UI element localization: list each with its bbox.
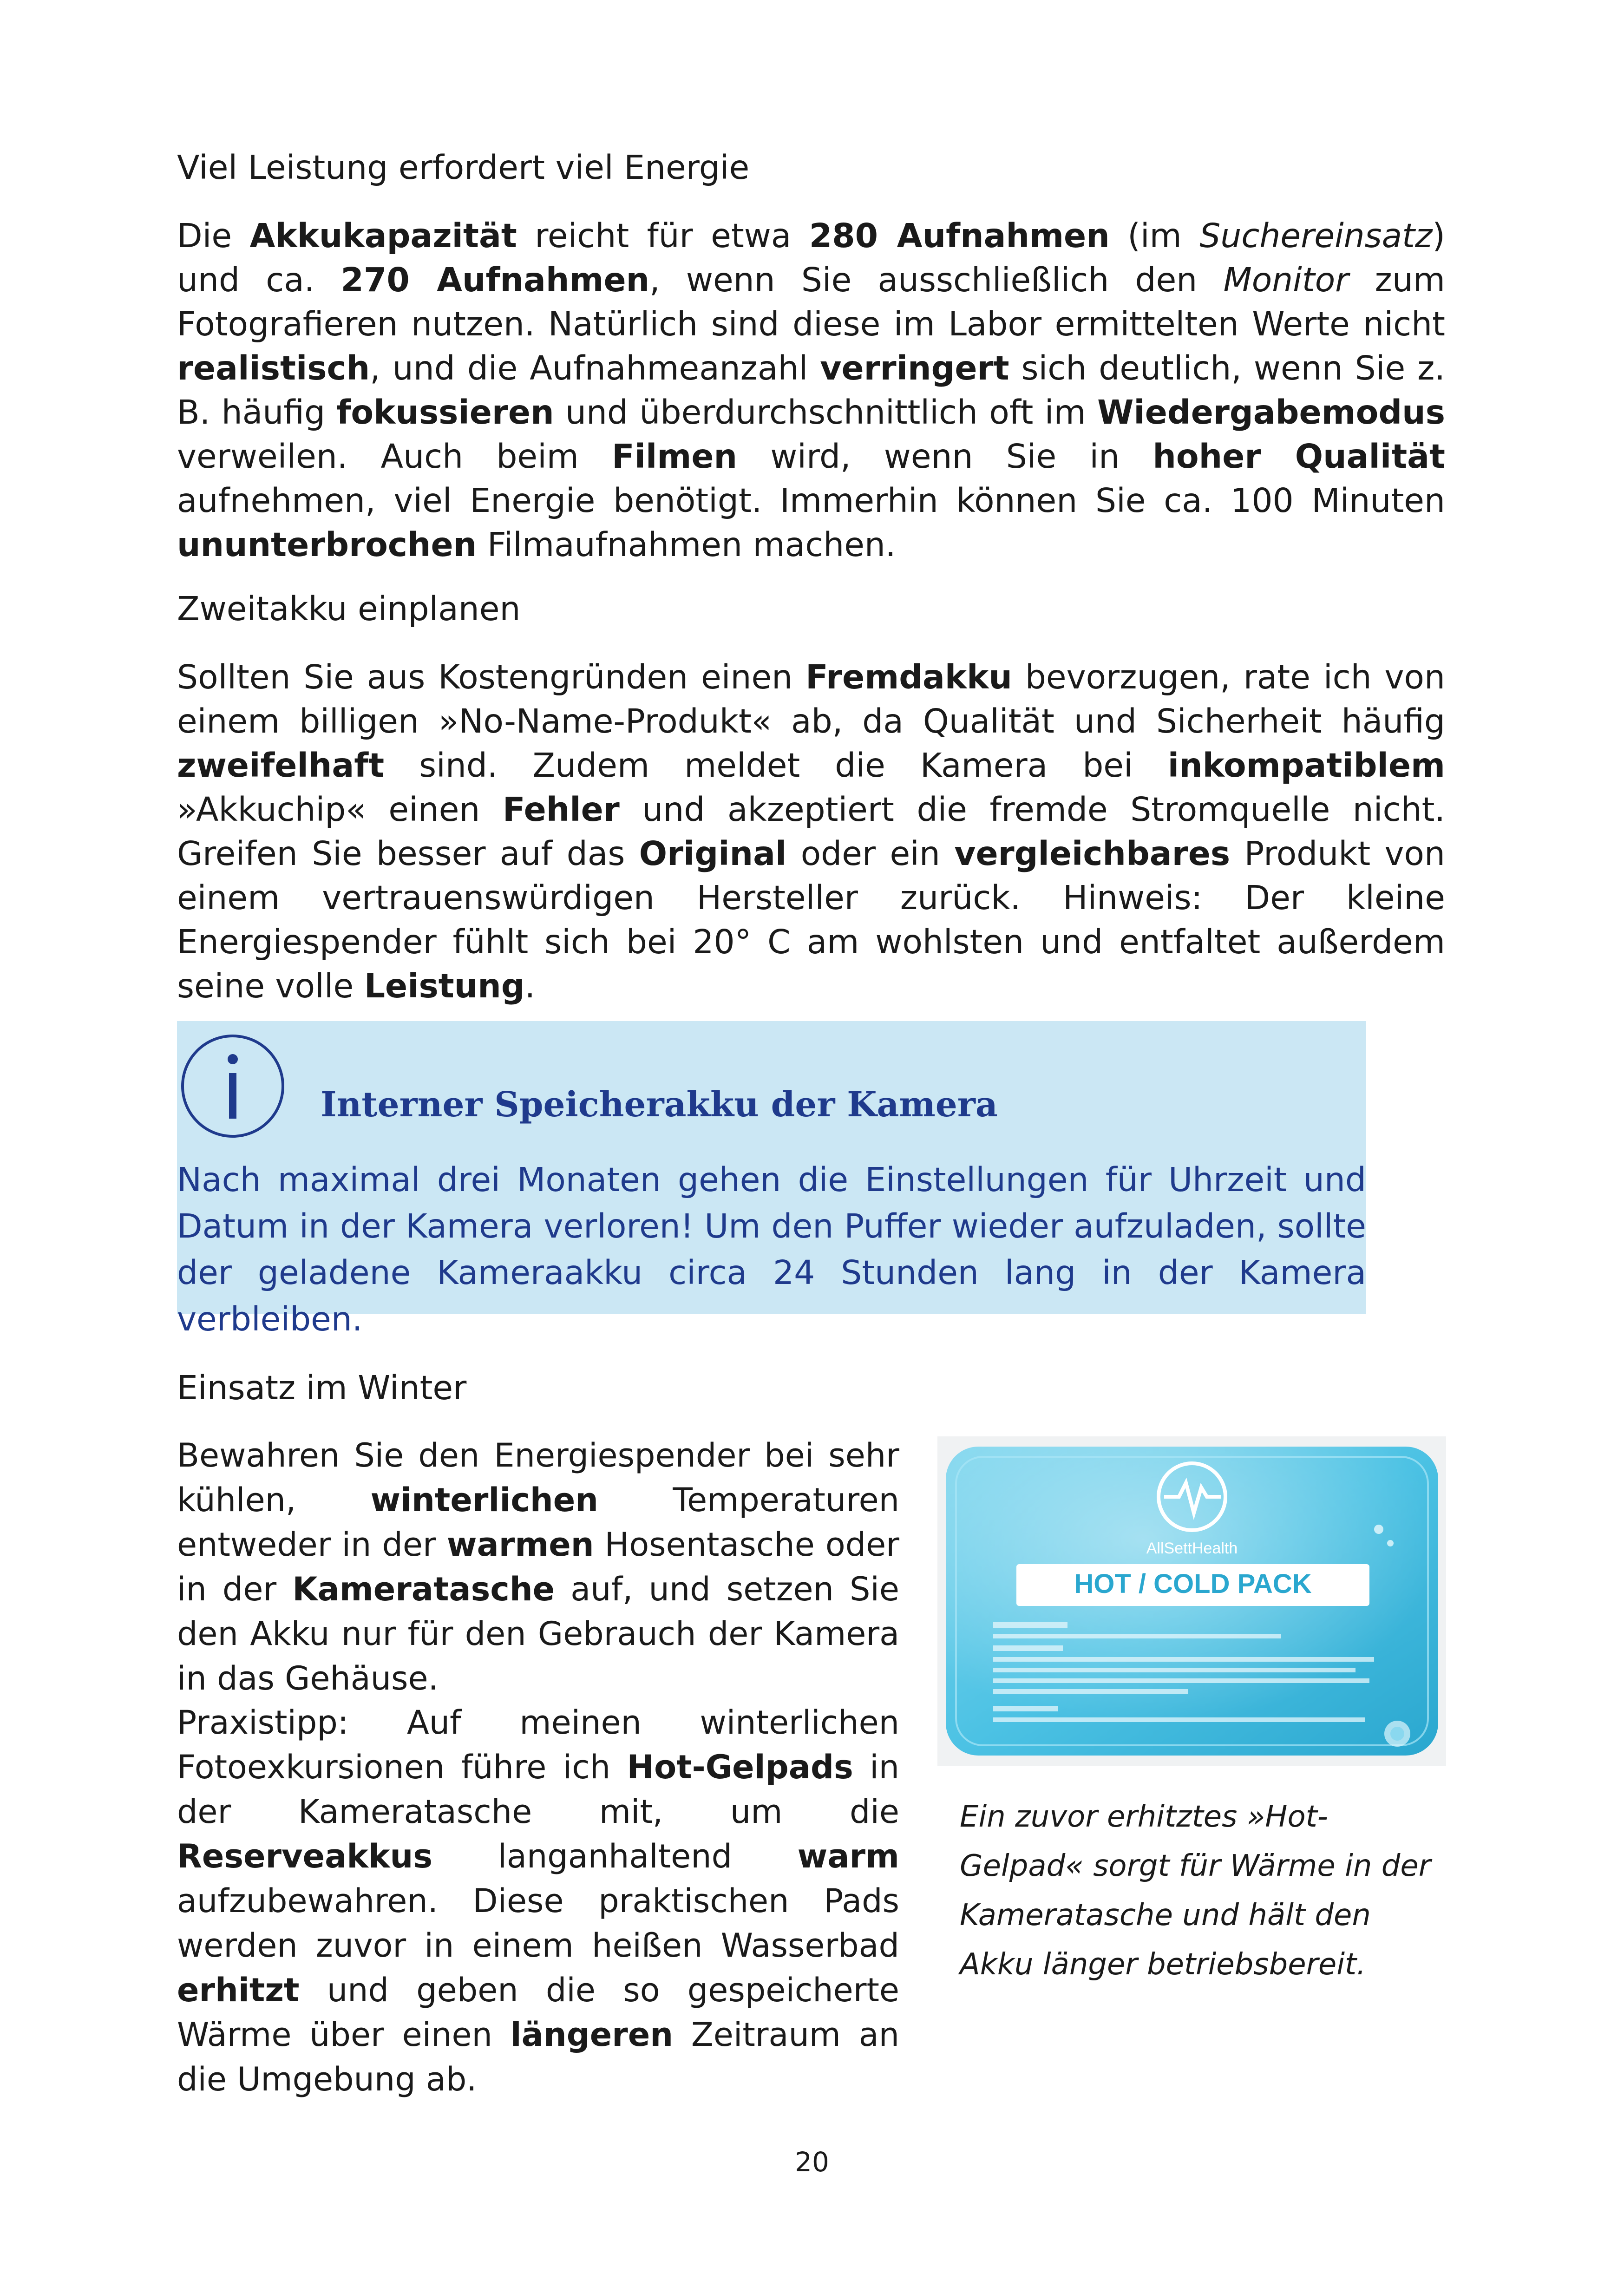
- text-run: in der Kameratasche mit, um die: [177, 1748, 899, 1831]
- page-number: 20: [795, 2146, 829, 2178]
- text-run: Hosentasche oder in der: [177, 1526, 899, 1608]
- bold-term: Filmen: [612, 437, 738, 476]
- info-icon: [177, 1030, 288, 1142]
- italic-term: Monitor: [1223, 261, 1349, 299]
- text-run: Sollten Sie aus Kostengründen einen: [177, 658, 806, 696]
- text-run: aufnehmen, viel Energie benötigt. Immerhin können Sie ca. 100 Minuten: [177, 481, 1445, 520]
- paragraph-practical-tip: [177, 1700, 899, 2102]
- figure-caption: Ein zuvor erhitztes »Hot-Gelpad« sorgt für Wärme in der Kameratasche und hält den Akku länger betriebsbereit.: [960, 1800, 1431, 1982]
- bold-term: 270 Aufnahmen: [341, 261, 650, 299]
- bold-term: verringert: [820, 349, 1009, 387]
- text-run: Praxistipp: Auf meinen winterlichen Fotoexkursionen führe ich: [177, 1703, 899, 1786]
- bold-term: Fremdakku: [805, 658, 1012, 696]
- text-run: Filmaufnahmen machen.: [477, 525, 896, 564]
- text-run: (im: [1109, 216, 1200, 255]
- text-run: reicht für etwa: [517, 216, 809, 255]
- bold-term: inkompatiblem: [1167, 746, 1445, 785]
- text-run: , wenn Sie ausschließlich den: [649, 261, 1224, 299]
- text-run: .: [524, 967, 536, 1005]
- italic-term: Suchereinsatz: [1199, 216, 1433, 255]
- bold-term: Fehler: [502, 790, 620, 829]
- text-run: , und die Aufnahmeanzahl: [370, 349, 820, 387]
- info-box-text: Nach maximal drei Monaten gehen die Einstellungen für Uhrzeit und Datum in der Kamera verloren! Um den Puffer wieder aufzuladen, sollte der geladene Kameraakku circa 24 Stunden lang in der Kamera verbleiben.: [177, 1160, 1366, 1338]
- section-heading-energy: Viel Leistung erfordert viel Energie: [177, 148, 750, 187]
- text-run: verweilen. Auch beim: [177, 437, 612, 476]
- bold-term: zweifelhaft: [177, 746, 385, 785]
- section-heading-winter: Einsatz im Winter: [177, 1369, 467, 1407]
- section-heading-second-battery: Zweitakku einplanen: [177, 590, 521, 628]
- text-run: auf, und setzen Sie den Akku nur für den Gebrauch der Kamera in das Gehäuse.: [177, 1570, 899, 1697]
- text-run: Produkt von einem vertrauenswürdigen Hersteller zurück. Hinweis: Der kleine Energiespender fühlt sich bei 20° C am wohlsten und entfaltet außerdem seine volle: [177, 834, 1445, 1005]
- text-run: »Akkuchip« einen: [177, 790, 503, 829]
- text-run: Die: [177, 216, 250, 255]
- bold-term: winterlichen: [370, 1481, 599, 1519]
- bold-term: erhitzt: [177, 1971, 300, 2009]
- bold-term: warm: [797, 1837, 899, 1875]
- text-run: sind. Zudem meldet die Kamera bei: [384, 746, 1168, 785]
- text-run: und überdurchschnittlich oft im: [554, 393, 1098, 432]
- bold-term: Hot-Gelpads: [627, 1748, 853, 1786]
- text-run: Temperaturen entweder in der: [177, 1481, 899, 1564]
- text-run: ) und ca.: [177, 216, 1445, 299]
- text-run: bevorzugen, rate ich von einem billigen »No-Name-Produkt« ab, da Qualität und Sicherheit häufig: [177, 658, 1445, 740]
- paragraph-winter-storage: [177, 1433, 899, 1701]
- bold-term: Kameratasche: [292, 1570, 555, 1608]
- text-run: und geben die so gespeicherte Wärme über einen: [177, 1971, 899, 2054]
- text-run: wird, wenn Sie in: [737, 437, 1153, 476]
- text-run: langanhaltend: [432, 1837, 798, 1875]
- bold-term: Leistung: [364, 967, 525, 1005]
- text-run: und akzeptiert die fremde Stromquelle nicht. Greifen Sie besser auf das: [177, 790, 1445, 873]
- bold-term: vergleichbares: [954, 834, 1231, 873]
- pack-brand: AllSettHealth: [1146, 1540, 1238, 1557]
- paragraph-second-battery: [177, 655, 1445, 1008]
- text-run: zum Fotografieren nutzen. Natürlich sind diese im Labor ermittelten Werte nicht: [177, 261, 1445, 343]
- bold-term: Wiedergabemodus: [1097, 393, 1445, 432]
- hot-cold-pack-photo: [937, 1436, 1446, 1766]
- text-run: aufzubewahren. Diese praktischen Pads werden zuvor in einem heißen Wasserbad: [177, 1882, 899, 1965]
- bold-term: fokussieren: [336, 393, 554, 432]
- text-run: oder ein: [786, 834, 955, 873]
- info-box-title: Interner Speicherakku der Kamera: [321, 1085, 998, 1125]
- bold-term: Original: [639, 834, 787, 873]
- paragraph-energy: [177, 214, 1445, 567]
- bold-term: hoher Qualität: [1153, 437, 1445, 476]
- pack-label: HOT / COLD PACK: [1074, 1569, 1312, 1599]
- text-run: Zeitraum an die Umgebung ab.: [177, 2016, 899, 2098]
- text-run: Bewahren Sie den Energiespender bei sehr kühlen,: [177, 1436, 899, 1519]
- bold-term: längeren: [510, 2016, 674, 2054]
- bold-term: Akkukapazität: [249, 216, 517, 255]
- bold-term: realistisch: [177, 349, 370, 387]
- bold-term: Reserveakkus: [177, 1837, 432, 1875]
- bold-term: warmen: [446, 1526, 594, 1564]
- text-run: sich deutlich, wenn Sie z. B. häufig: [177, 349, 1445, 432]
- bold-term: ununterbrochen: [177, 525, 477, 564]
- bold-term: 280 Aufnahmen: [809, 216, 1110, 255]
